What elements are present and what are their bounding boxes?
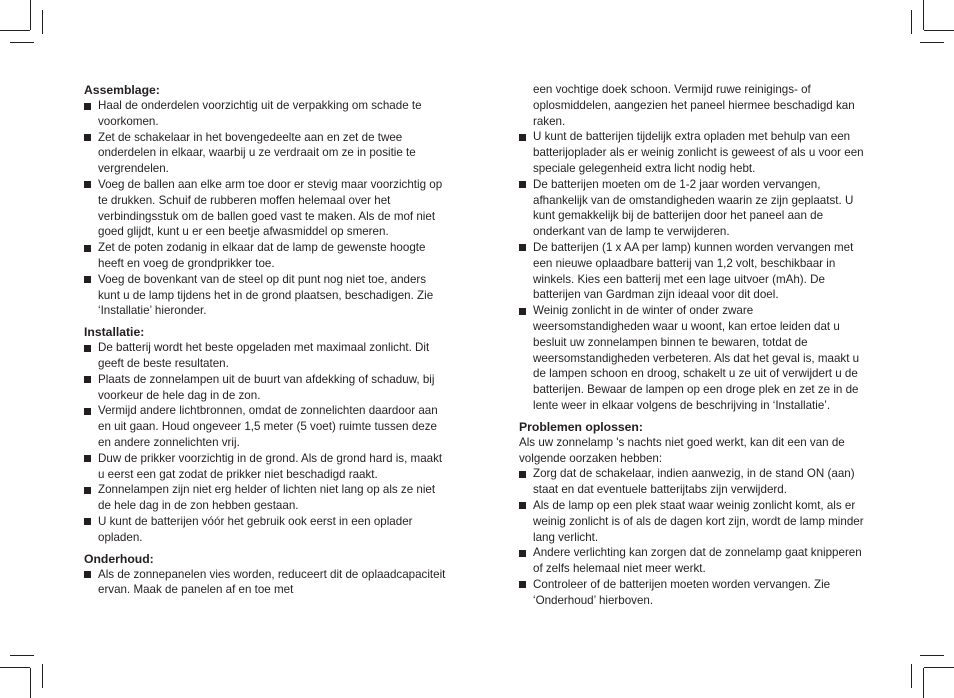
list-item: Als de lamp op een plek staat waar weinig zonlicht komt, als er weinig zonlicht is of als de dagen kort zijn, wordt de lamp minder lang verlicht. — [519, 498, 867, 545]
list-item: U kunt de batterijen vóór het gebruik ook eerst in een oplader opladen. — [84, 514, 450, 546]
list-item: Zonnelampen zijn niet erg helder of lichten niet lang op als ze niet de hele dag in de zon hebben gestaan. — [84, 482, 450, 514]
list-item: Haal de onderdelen voorzichtig uit de verpakking om schade te voorkomen. — [84, 98, 450, 130]
section-heading: Onderhoud: — [84, 551, 154, 566]
list-item: Andere verlichting kan zorgen dat de zonnelamp gaat knipperen of zelfs helemaal niet meer werkt. — [519, 545, 867, 577]
bullet-list — [519, 466, 867, 608]
list-item: Duw de prikker voorzichtig in de grond. Als de grond hard is, maakt u eerst een gat zodat de prikker niet beschadigd raakt. — [84, 451, 450, 483]
section-problemen-oplossen — [519, 419, 867, 609]
bullet-list — [84, 340, 450, 545]
list-item: Zet de schakelaar in het bovengedeelte aan en zet de twee onderdelen in elkaar, waarbij u ze verdraait om ze in positie te vergrendelen. — [84, 130, 450, 177]
list-item: Als de zonnepanelen vies worden, reduceert dit de oplaadcapaciteit ervan. Maak de panelen af en toe met — [84, 567, 450, 599]
list-item: Zet de poten zodanig in elkaar dat de lamp de gewenste hoogte heeft en voeg de grondprikker toe. — [84, 240, 450, 272]
bullet-list — [519, 129, 867, 413]
section-heading: Installatie: — [84, 325, 145, 340]
list-item: Vermijd andere lichtbronnen, omdat de zonnelichten daardoor aan en uit gaan. Houd ongeveer 1,5 meter (5 voet) ruimte tussen deze en andere zonnelichten vrij. — [84, 403, 450, 450]
list-item: Voeg de bovenkant van de steel op dit punt nog niet toe, anders kunt u de lamp tijdens het in de grond plaatsen, beschadigen. Zie ‘Installatie’ hieronder. — [84, 272, 450, 319]
list-item: Zorg dat de schakelaar, indien aanwezig, in de stand ON (aan) staat en dat eventuele batterijtabs zijn verwijderd. — [519, 466, 867, 498]
list-item: U kunt de batterijen tijdelijk extra opladen met behulp van een batterijoplader als er weinig zonlicht is geweest of als u voor een speciale gelegenheid extra licht nodig hebt. — [519, 129, 867, 176]
list-item: De batterijen moeten om de 1-2 jaar worden vervangen, afhankelijk van de omstandigheden waarin ze zijn geplaatst. U kunt gemakkelijk bij de batterijen door het paneel aan de onderkant van de lamp te verwijderen. — [519, 177, 867, 240]
section-installatie — [84, 324, 450, 545]
list-item: De batterijen (1 x AA per lamp) kunnen worden vervangen met een nieuwe oplaadbare batterij van 1,2 volt, beschikbaar in winkels. Kies een batterij met een lage uitvoer (mAh). De batterijen van Gardman zijn ideaal voor dit doel. — [519, 240, 867, 303]
section-onderhoud — [84, 551, 450, 599]
list-item: De batterij wordt het beste opgeladen met maximaal zonlicht. Dit geeft de beste resultaten. — [84, 340, 450, 372]
section-onderhoud-continued — [519, 82, 867, 414]
right-column — [519, 82, 867, 609]
bullet-list — [84, 567, 450, 599]
list-item: Controleer of de batterijen moeten worden vervangen. Zie ‘Onderhoud’ hierboven. — [519, 577, 867, 609]
list-item: Plaats de zonnelampen uit de buurt van afdekking of schaduw, bij voorkeur de hele dag in de zon. — [84, 372, 450, 404]
list-item: Weinig zonlicht in de winter of onder zware weersomstandigheden waar u woont, kan ertoe leiden dat u besluit uw zonnelampen binnen te bewaren, totdat de weersomstandigheden verbeteren. Als dat het geval is, maakt u de lampen schoon en droog, schakelt u ze uit of verwijdert u de batterijen. Bewaar de lampen op een droge plek en zet ze in de lente weer in elkaar volgens de beschrijving in ‘Installatie’. — [519, 303, 867, 414]
bullet-list — [84, 98, 450, 319]
section-heading: Assemblage: — [84, 83, 160, 97]
section-assemblage — [84, 82, 450, 319]
section-heading: Problemen oplossen: — [519, 419, 643, 434]
list-item: Voeg de ballen aan elke arm toe door er stevig maar voorzichtig op te drukken. Schuif de rubberen moffen helemaal over het verbindingsstuk om de ballen goed vast te maken. Als de mof niet goed glijdt, kunt u er een beetje afwasmiddel op smeren. — [84, 177, 450, 240]
left-column — [84, 82, 450, 598]
continued-text: een vochtige doek schoon. Vermijd ruwe reinigings- of oplosmiddelen, aangezien het paneel hiermee beschadigd kan raken. — [533, 83, 855, 128]
intro-text: Als uw zonnelamp 's nachts niet goed werkt, kan dit een van de volgende oorzaken hebben: — [519, 435, 845, 465]
